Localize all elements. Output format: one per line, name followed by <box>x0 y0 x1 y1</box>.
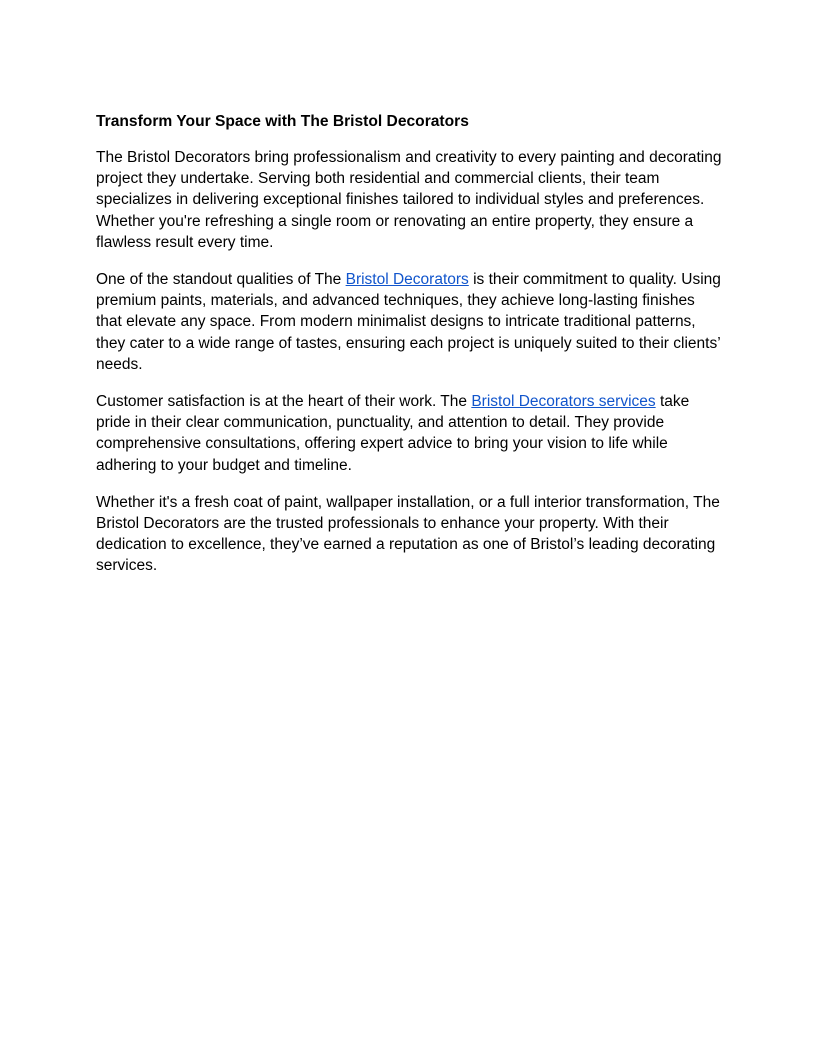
paragraph-closing <box>96 492 722 577</box>
paragraph-text-before-link: Customer satisfaction is at the heart of their work. The <box>96 393 472 411</box>
paragraph-text-after-link: is their commitment to quality. Using premium paints, materials, and advanced techniques, they achieve long-lasting finishes that elevate any space. From modern minimalist designs to intricate traditional patterns, they cater to a wide range of tastes, ensuring each project is uniquely suited to their clients’ needs. <box>96 271 721 373</box>
paragraph-text-after-link: take pride in their clear communication, punctuality, and attention to detail. They provide comprehensive consultations, offering expert advice to bring your vision to life while adhering to your budget and timeline. <box>96 393 690 474</box>
paragraph-text: The Bristol Decorators bring professionalism and creativity to every painting and decorating project they undertake. Serving both residential and commercial clients, their team specializes in delivering exceptional finishes tailored to individual styles and preferences. Whether you're refreshing a single room or renovating an entire property, they ensure a flawless result every time. <box>96 149 722 251</box>
paragraph-text: Whether it's a fresh coat of paint, wallpaper installation, or a full interior transformation, The Bristol Decorators are the trusted professionals to enhance your property. With their dedication to excellence, they’ve earned a reputation as one of Bristol’s leading decorating services. <box>96 493 720 575</box>
document-title: Transform Your Space with The Bristol Decorators <box>96 113 469 130</box>
document-body <box>96 111 722 593</box>
bristol-decorators-services-link[interactable]: Bristol Decorators services <box>471 393 656 411</box>
bristol-decorators-link[interactable]: Bristol Decorators <box>345 271 469 289</box>
paragraph-satisfaction <box>96 391 722 476</box>
paragraph-intro <box>96 147 722 253</box>
paragraph-text-before-link: One of the standout qualities of The <box>96 271 346 289</box>
paragraph-quality <box>96 269 722 375</box>
